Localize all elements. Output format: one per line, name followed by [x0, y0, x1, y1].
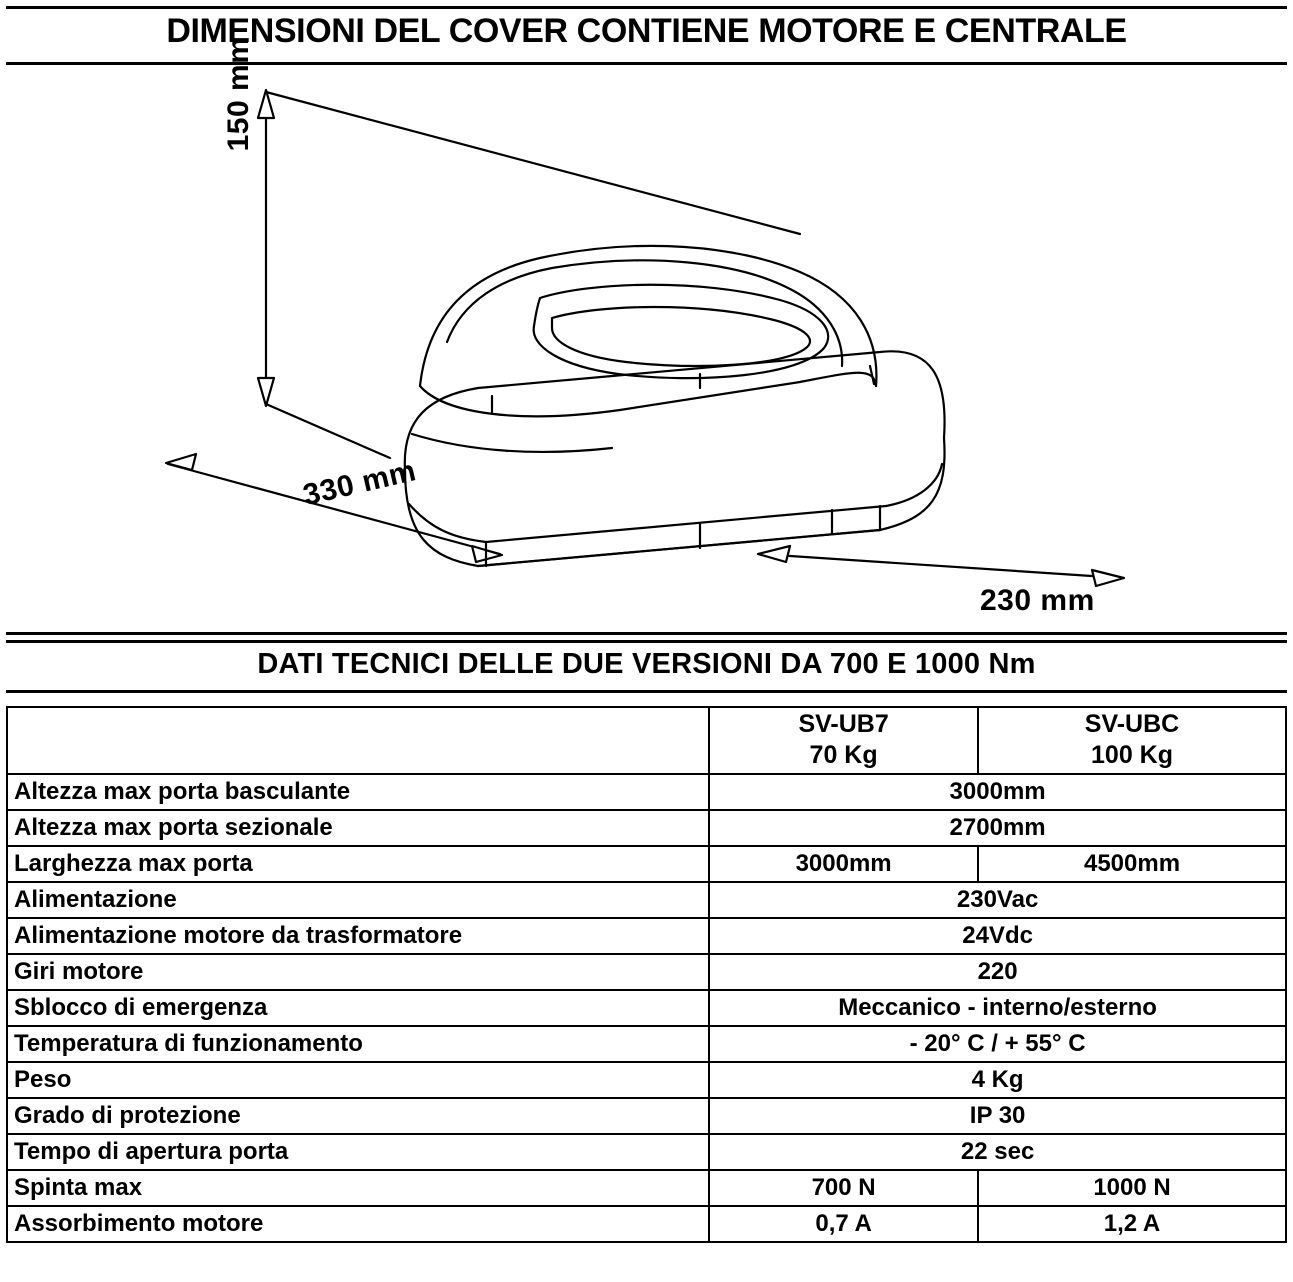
row-label: Assorbimento motore: [7, 1206, 709, 1242]
section-divider-bottom: [6, 690, 1287, 693]
table-row: [7, 990, 1286, 1026]
row-value-a: 3000mm: [709, 846, 978, 882]
row-label: Grado di protezione: [7, 1098, 709, 1134]
row-label: Peso: [7, 1062, 709, 1098]
row-label: Sblocco di emergenza: [7, 990, 709, 1026]
table-row: [7, 774, 1286, 810]
table-body: [7, 707, 1286, 1242]
header-model-b-weight: 100 Kg: [1091, 741, 1173, 770]
header-model-b: [978, 707, 1286, 774]
row-label: Alimentazione: [7, 882, 709, 918]
row-value-b: 1,2 A: [978, 1206, 1286, 1242]
table-row: [7, 882, 1286, 918]
header-model-b-code: SV-UBC: [1084, 710, 1180, 738]
row-value-merged: 2700mm: [709, 810, 1286, 846]
row-value-a: 700 N: [709, 1170, 978, 1206]
row-label: Altezza max porta basculante: [7, 774, 709, 810]
table-row: [7, 1062, 1286, 1098]
row-value-merged: 4 Kg: [709, 1062, 1286, 1098]
header-divider-top: [6, 6, 1287, 9]
drawing-svg: [0, 66, 1293, 626]
row-label: Giri motore: [7, 954, 709, 990]
header-model-a-weight: 70 Kg: [809, 741, 878, 770]
table-row: [7, 846, 1286, 882]
section-divider-top-2: [6, 640, 1287, 643]
table-row: [7, 1170, 1286, 1206]
row-label: Altezza max porta sezionale: [7, 810, 709, 846]
table-row: [7, 918, 1286, 954]
header-model-a-code: SV-UB7: [798, 710, 889, 738]
dimension-label-height: 150 mm: [222, 36, 255, 152]
row-label: Temperatura di funzionamento: [7, 1026, 709, 1062]
row-value-merged: 22 sec: [709, 1134, 1286, 1170]
row-value-merged: - 20° C / + 55° C: [709, 1026, 1286, 1062]
dimension-label-depth: 330 mm: [300, 454, 420, 513]
row-value-merged: 230Vac: [709, 882, 1286, 918]
table-row: [7, 1134, 1286, 1170]
row-value-merged: 220: [709, 954, 1286, 990]
header-divider-bottom: [6, 62, 1287, 65]
table-row: [7, 1026, 1286, 1062]
section-divider-top-1: [6, 632, 1287, 635]
table-row: [7, 1098, 1286, 1134]
section-title: DATI TECNICI DELLE DUE VERSIONI DA 700 E 1000 Nm: [257, 648, 1036, 680]
technical-data-table: [6, 706, 1287, 1243]
row-value-b: 1000 N: [978, 1170, 1286, 1206]
row-label: Larghezza max porta: [7, 846, 709, 882]
header-model-a: [709, 707, 978, 774]
row-label: Alimentazione motore da trasformatore: [7, 918, 709, 954]
row-value-merged: IP 30: [709, 1098, 1286, 1134]
dimension-label-width: 230 mm: [980, 584, 1095, 617]
table-row: [7, 1206, 1286, 1242]
table-header-row: [7, 707, 1286, 774]
row-value-merged: 24Vdc: [709, 918, 1286, 954]
row-label: Spinta max: [7, 1170, 709, 1206]
row-value-a: 0,7 A: [709, 1206, 978, 1242]
header-blank-cell: [7, 707, 709, 774]
row-label: Tempo di apertura porta: [7, 1134, 709, 1170]
row-value-b: 4500mm: [978, 846, 1286, 882]
page-title: DIMENSIONI DEL COVER CONTIENE MOTORE E CENTRALE: [166, 12, 1127, 50]
table-row: [7, 954, 1286, 990]
row-value-merged: 3000mm: [709, 774, 1286, 810]
row-value-merged: Meccanico - interno/esterno: [709, 990, 1286, 1026]
table-row: [7, 810, 1286, 846]
product-dimension-drawing: [0, 36, 1293, 626]
